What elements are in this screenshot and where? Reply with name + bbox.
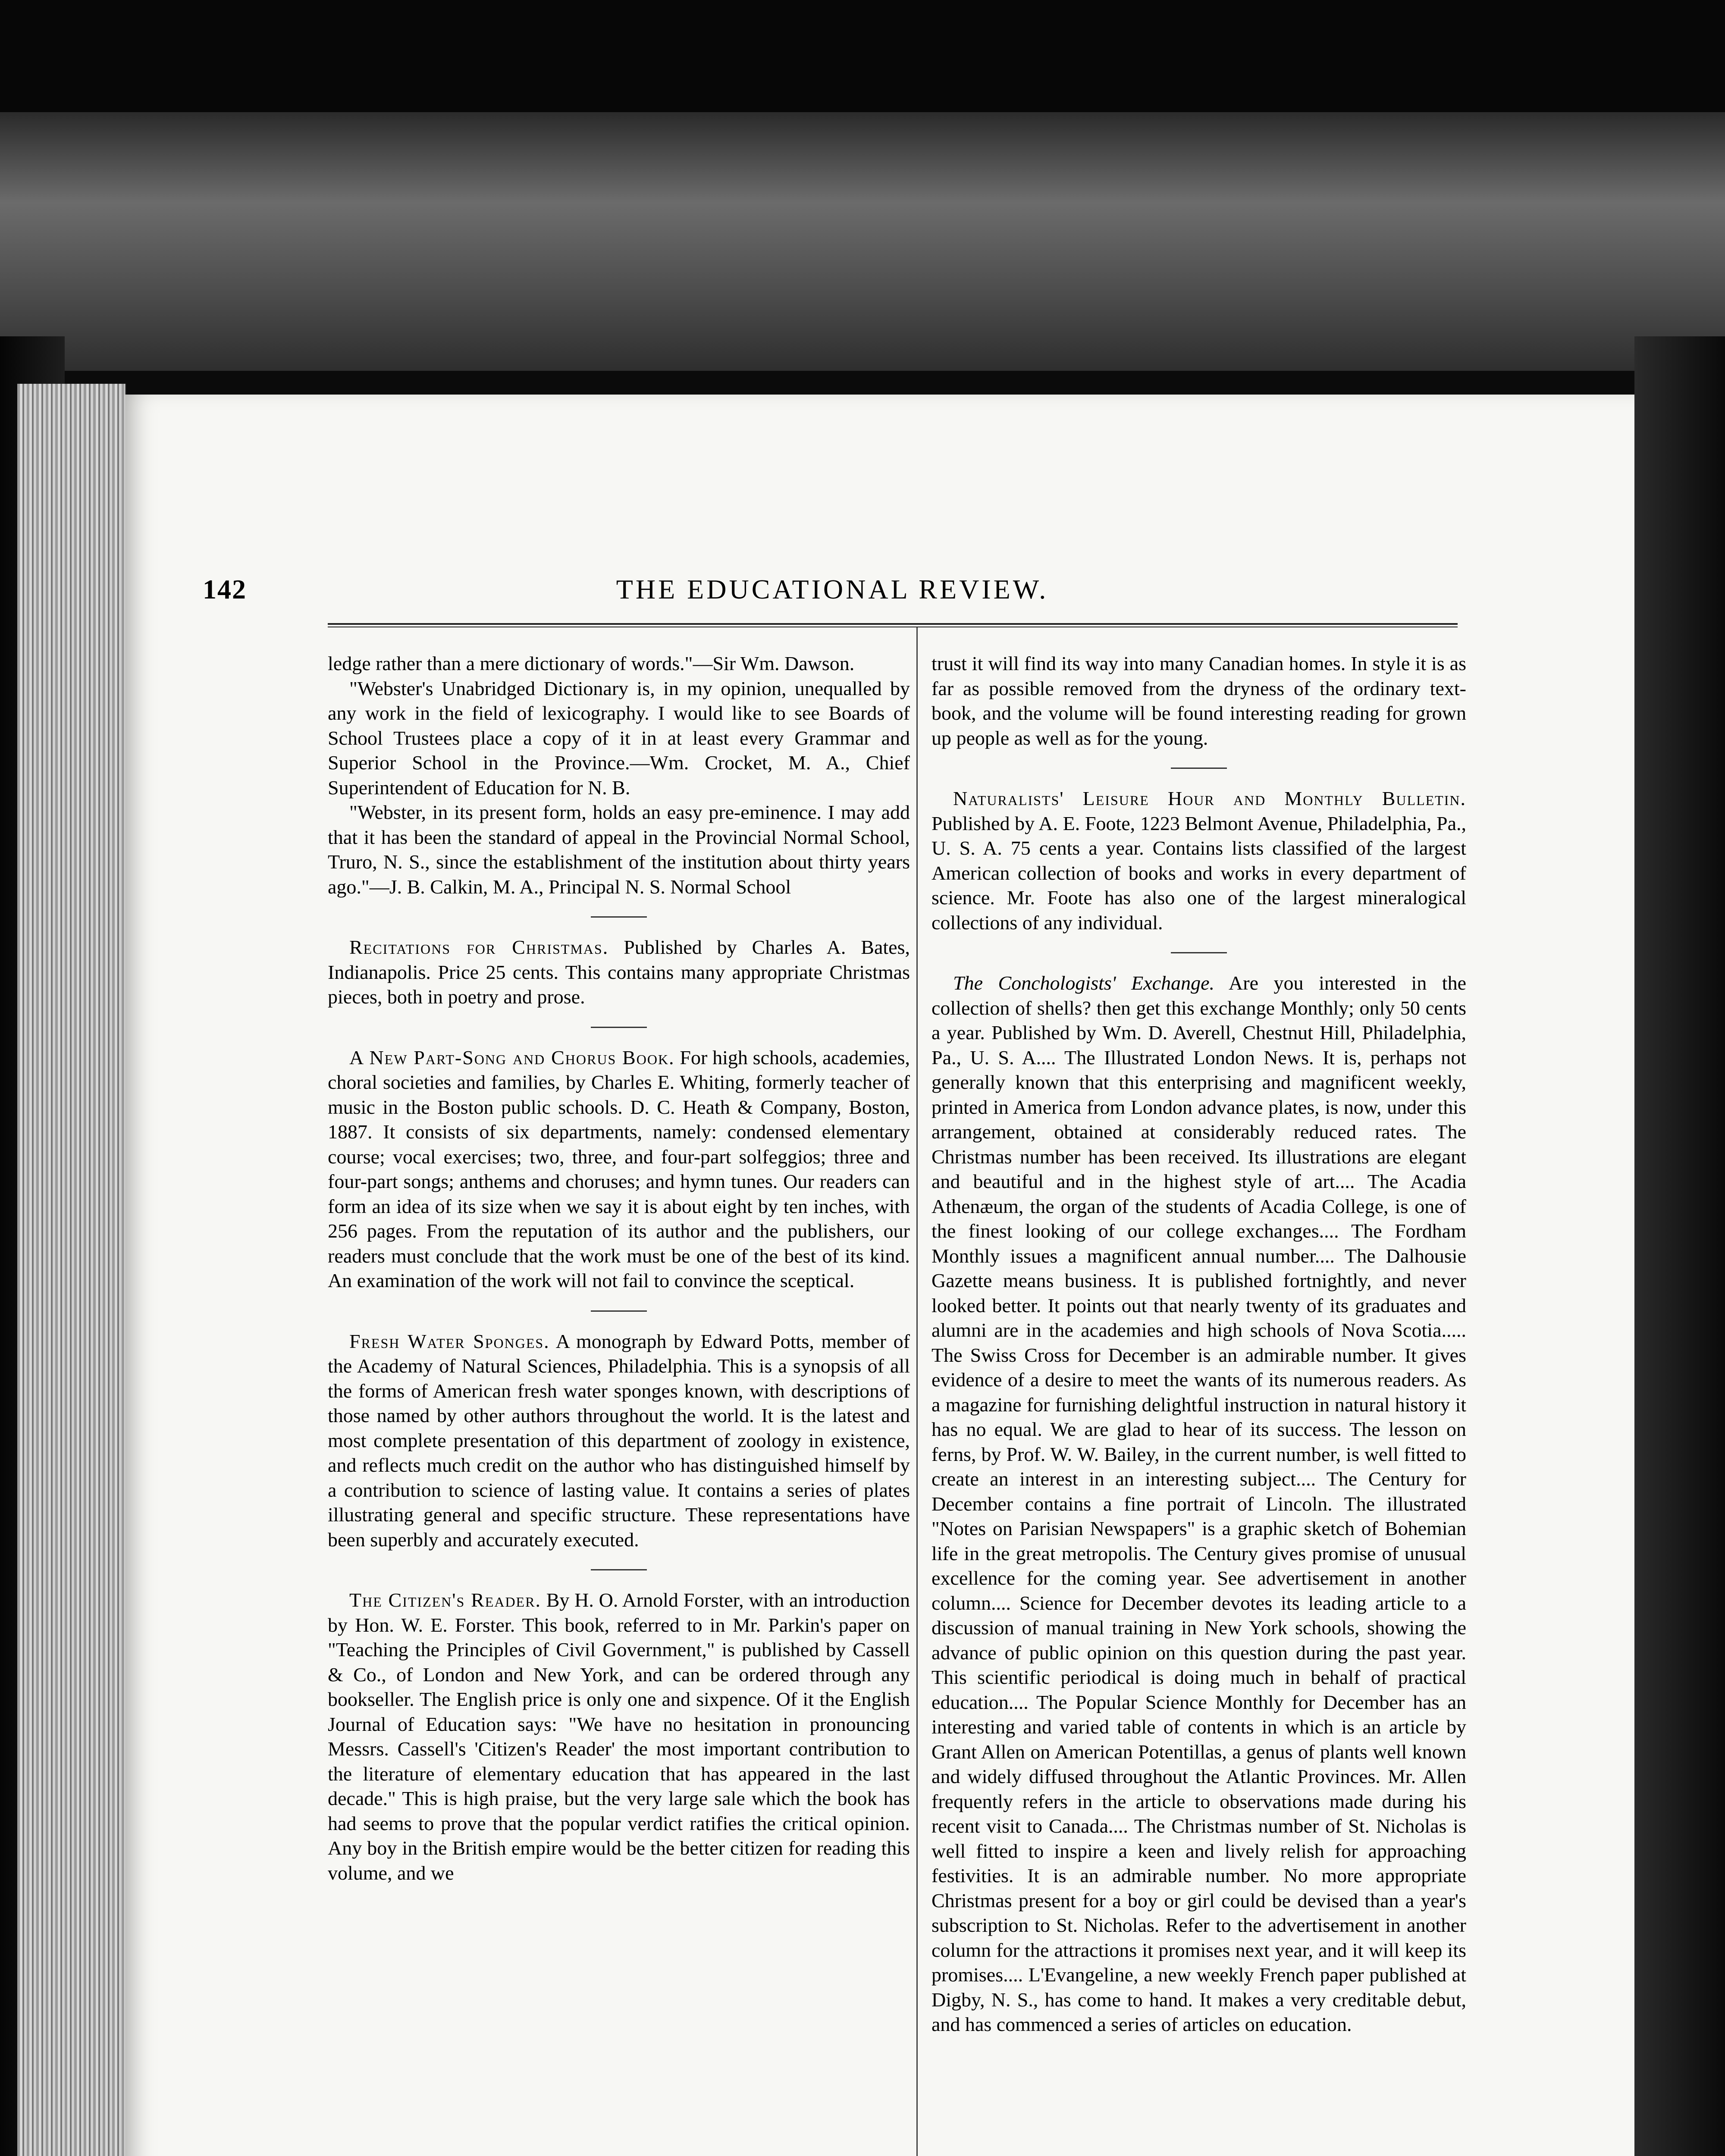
right-column — [932, 651, 1466, 2037]
review-body: A monograph by Edward Potts, member of the Academy of Natural Sciences, Philadelphia. This is a synopsis of all the forms of American fresh water sponges known, with descriptions of those named by other authors throughout the world. It is the latest and most complete presentation of this department of zoology in existence, and reflects much credit on the author who has distinguished himself by a contribution to science of lasting value. It contains a series of plates illustrating general and specific structure. These representations have been superbly and accurately executed. — [328, 1330, 910, 1551]
review-title: Fresh Water Sponges. — [349, 1330, 550, 1352]
review-sponges — [328, 1329, 910, 1552]
webster-quote-crocket: "Webster's Unabridged Dictionary is, in my opinion, unequalled by any work in the field of lexicography. I would like to see Boards of School Trustees place a copy of it in at least every Grammar and Superior School in the Province.—Wm. Crocket, M. A., Chief Superintendent of Education for N. B. — [328, 677, 910, 799]
section-rule — [1171, 952, 1227, 953]
review-citizens-reader — [328, 1588, 910, 1885]
review-title: A New Part-Song and Chorus Book. — [349, 1046, 675, 1069]
header-rule — [328, 623, 1458, 627]
review-body: Published by A. E. Foote, 1223 Belmont Avenue, Philadelphia, Pa., U. S. A. 75 cents a year. Contains lists classified of the largest American collection of books and works in every department of science. Mr. Foote has also one of the largest mineralogical collections of any individual. — [932, 812, 1466, 934]
section-rule — [591, 916, 647, 918]
review-title: The Citizen's Reader. — [349, 1589, 541, 1611]
review-naturalists-bulletin — [932, 786, 1466, 935]
reader-review-end: trust it will find its way into many Canadian homes. In style it is as far as possible removed from the dryness of the ordinary text-book, and the volume will be found interesting reading for grown up people as well as for the young. — [932, 652, 1466, 749]
review-body: Published by Charles A. Bates, Indianapolis. Price 25 cents. This contains many appropriate Christmas pieces, both in poetry and prose. — [328, 936, 910, 1008]
section-rule — [591, 1569, 647, 1570]
film-border-top — [0, 0, 1725, 116]
review-recitations — [328, 935, 910, 1009]
review-body: By H. O. Arnold Forster, with an introduction by Hon. W. E. Forster. This book, referred to in Mr. Parkin's paper on "Teaching the Principles of Civil Government," is published by Cassell & Co., of London and New York, and can be ordered through any bookseller. The English price is only one and sixpence. Of it the English Journal of Education says: "We have no hesitation in pronouncing Messrs. Cassell's 'Citizen's Reader' the most important contribution to the literature of elementary education that has appeared in the last decade." This is high praise, but the very large sale which the book has had seems to prove that the popular verdict ratifies the critical opinion. Any boy in the British empire would be the better citizen for reading this volume, and we — [328, 1589, 910, 1884]
section-rule — [1171, 768, 1227, 769]
review-title: The Conchologists' Exchange. — [953, 972, 1215, 994]
review-body: For high schools, academies, choral societies and families, by Charles E. Whiting, formerly teacher of music in the Boston public schools. D. C. Heath & Company, Boston, 1887. It consists of six departments, namely: condensed elementary course; vocal exercises; two, three, and four-part solfeggios; three and four-part songs; anthems and choruses; and hymn tunes. Our readers can form an idea of its size when we say it is about eight by ten inches, with 256 pages. From the reputation of its author and the publishers, our readers must conclude that the work must be one of the best of its kind. An examination of the work will not fail to convince the sceptical. — [328, 1046, 910, 1291]
section-rule — [591, 1027, 647, 1028]
running-title: THE EDUCATIONAL REVIEW. — [616, 574, 1049, 605]
review-partsong — [328, 1045, 910, 1293]
scan-background — [0, 112, 1725, 371]
left-column — [328, 651, 910, 1885]
page-header — [203, 573, 1462, 608]
webster-quote-calkin: "Webster, in its present form, holds an easy pre-eminence. I may add that it has been the standard of appeal in the Provincial Normal School, Truro, N. S., since the establishment of the institution about thirty years ago."—J. B. Calkin, M. A., Principal N. S. Normal School — [328, 801, 910, 898]
webster-quote-end: ledge rather than a mere dictionary of words."—Sir Wm. Dawson. — [328, 652, 855, 674]
column-divider — [916, 627, 918, 2156]
section-rule — [591, 1310, 647, 1312]
book-page-edges — [17, 384, 126, 2156]
review-title: Recitations for Christmas. — [349, 936, 609, 958]
scan-border-right — [1634, 336, 1725, 2156]
page-number: 142 — [203, 574, 247, 605]
review-title: Naturalists' Leisure Hour and Monthly Bulletin. — [953, 787, 1466, 809]
review-exchanges — [932, 971, 1466, 2037]
review-body: Are you interested in the collection of shells? then get this exchange Monthly; only 50 cents a year. Published by Wm. D. Averell, Chestnut Hill, Philadelphia, Pa., U. S. A.... The Illustrated London News. It is, perhaps not generally known that this enterprising and magnificent weekly, printed in America from London advance plates, is now, under this arrangement, obtained at considerably reduced rates. The Christmas number has been received. Its illustrations are elegant and beautiful and in the highest style of art.... The Acadia Athenæum, the organ of the students of Acadia College, is one of the finest looking of our college exchanges.... The Fordham Monthly issues a magnificent annual number.... The Dalhousie Gazette means business. It is published fortnightly, and never looked better. It points out that nearly twenty of its graduates and alumni are in the academies and high schools of Nova Scotia..... The Swiss Cross for December is an admirable number. It gives evidence of a desire to meet the wants of its numerous readers. As a magazine for furnishing delightful instruction in natural history it has no equal. We are glad to hear of its success. The lesson on ferns, by Prof. W. W. Bailey, in the current number, is well fitted to create an interest in an interesting subject.... The Century for December contains a fine portrait of Lincoln. The illustrated "Notes on Parisian Newspapers" is a graphic sketch of Bohemian life in the great metropolis. The Century gives promise of unusual excellence for the coming year. See advertisement in another column.... Science for December devotes its leading article to a discussion of manual training in New York schools, showing the advance of public opinion on this question during the past year. This scientific periodical is doing much in behalf of practical education.... The Popular Science Monthly for December has an interesting and varied table of contents in which is an article by Grant Allen on American Potentillas, a genus of plants well known and widely diffused throughout the Atlantic Provinces. Mr. Allen frequently refers in the article to observations made during his recent visit to Canada.... The Christmas number of St. Nicholas is well fitted to inspire a keen and lively relish for approaching festivities. It is an admirable number. No more appropriate Christmas present for a boy or girl could be devised than a year's subscription to St. Nicholas. Refer to the advertisement in another column for the attractions it promises next year, and it will keep its promises.... L'Evangeline, a new weekly French paper published at Digby, N. S., has come to hand. It makes a very creditable debut, and has commenced a series of articles on education. — [932, 972, 1466, 2035]
